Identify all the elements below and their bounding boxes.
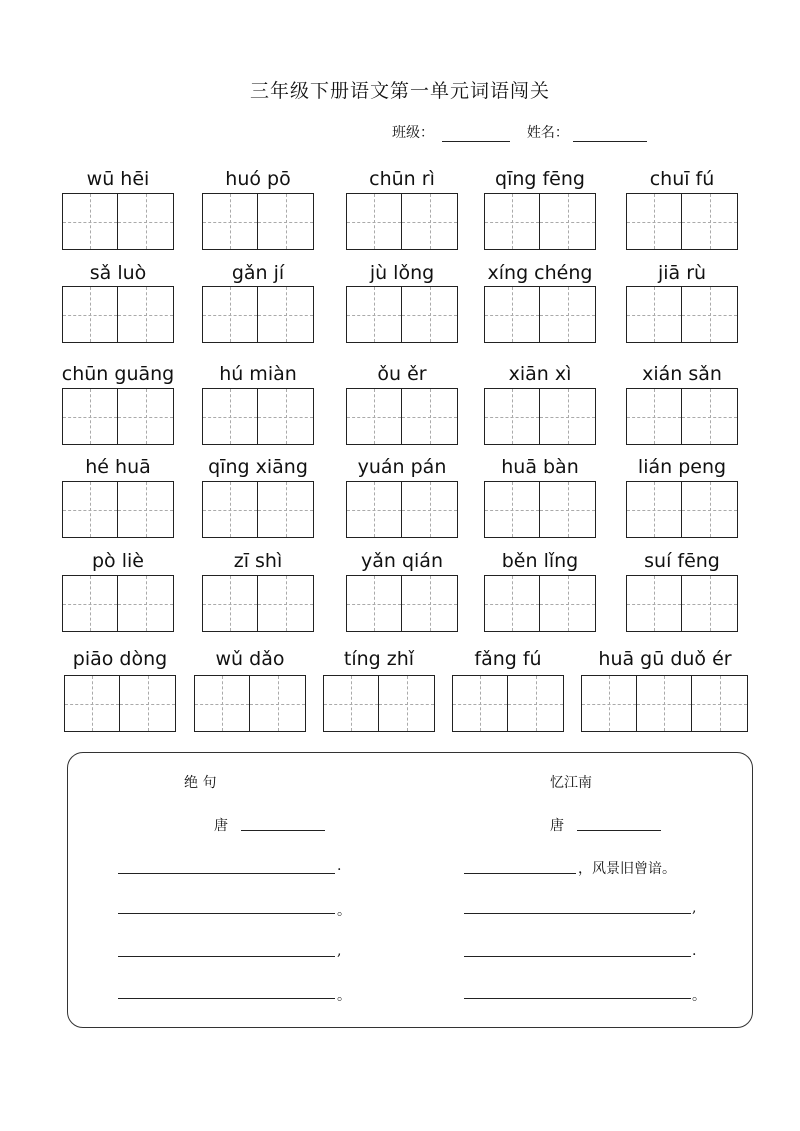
character-cell[interactable]: [402, 482, 457, 537]
character-cell[interactable]: [453, 676, 508, 731]
character-cell[interactable]: [250, 676, 305, 731]
writing-boxes: [346, 388, 458, 445]
poem-right-line-2[interactable]: [464, 913, 691, 914]
character-cell[interactable]: [508, 676, 563, 731]
poem-right-line-1-text: ，风景旧曾谙。: [578, 861, 676, 877]
writing-boxes: [626, 481, 738, 538]
word-pinyin: wū hēi: [86, 168, 150, 190]
word-pinyin: xiān xì: [508, 363, 572, 385]
word-pinyin: hé huā: [85, 456, 151, 478]
word-pinyin: fǎng fú: [474, 648, 542, 670]
word-pinyin: yuán pán: [357, 456, 447, 478]
writing-boxes: [484, 481, 596, 538]
poem-right-author-line[interactable]: [577, 830, 661, 831]
word-pinyin: sǎ luò: [89, 262, 147, 284]
character-cell[interactable]: [347, 389, 402, 444]
writing-boxes: [62, 193, 174, 250]
student-info: [392, 122, 647, 142]
word-pinyin: chūn guāng: [61, 363, 175, 385]
word-pinyin: chūn rì: [369, 168, 435, 190]
character-cell[interactable]: [203, 389, 258, 444]
class-field[interactable]: [442, 126, 510, 142]
character-cell[interactable]: [258, 482, 313, 537]
word-pinyin: huó pō: [225, 168, 291, 190]
character-cell[interactable]: [582, 676, 637, 731]
poem-left-line-1[interactable]: [118, 873, 335, 874]
writing-boxes: [626, 575, 738, 632]
writing-boxes: [484, 286, 596, 343]
character-cell[interactable]: [195, 676, 250, 731]
character-cell[interactable]: [203, 576, 258, 631]
character-cell[interactable]: [627, 576, 682, 631]
name-field[interactable]: [573, 126, 647, 142]
poem-left-mark-1: .: [337, 858, 342, 874]
character-cell[interactable]: [347, 287, 402, 342]
character-cell[interactable]: [540, 482, 595, 537]
character-cell[interactable]: [682, 194, 737, 249]
character-cell[interactable]: [63, 389, 118, 444]
writing-boxes: [323, 675, 435, 732]
word-row: [0, 550, 800, 640]
character-cell[interactable]: [402, 389, 457, 444]
character-cell[interactable]: [118, 389, 173, 444]
character-cell[interactable]: [682, 482, 737, 537]
character-cell[interactable]: [540, 194, 595, 249]
word-pinyin: tíng zhǐ: [343, 648, 415, 670]
writing-boxes: [202, 193, 314, 250]
class-label: 班级：: [392, 125, 434, 141]
character-cell[interactable]: [637, 676, 692, 731]
poem-right-line-3[interactable]: [464, 956, 691, 957]
name-label: 姓名：: [526, 125, 569, 141]
writing-boxes: [62, 481, 174, 538]
character-cell[interactable]: [485, 482, 540, 537]
character-cell[interactable]: [682, 389, 737, 444]
writing-boxes: [626, 286, 738, 343]
word-pinyin: chuī fú: [649, 168, 715, 190]
writing-boxes: [626, 193, 738, 250]
word-row: [0, 456, 800, 546]
character-cell[interactable]: [203, 287, 258, 342]
character-cell[interactable]: [540, 287, 595, 342]
writing-boxes: [202, 575, 314, 632]
writing-boxes: [62, 388, 174, 445]
poem-left-title: 绝 句: [184, 775, 217, 791]
word-pinyin: lián peng: [637, 456, 727, 478]
character-cell[interactable]: [485, 287, 540, 342]
writing-boxes: [202, 286, 314, 343]
character-cell[interactable]: [485, 389, 540, 444]
character-cell[interactable]: [203, 194, 258, 249]
character-cell[interactable]: [402, 194, 457, 249]
writing-boxes: [626, 388, 738, 445]
character-cell[interactable]: [402, 576, 457, 631]
writing-boxes: [346, 481, 458, 538]
poem-left-line-3[interactable]: [118, 956, 335, 957]
character-cell[interactable]: [63, 287, 118, 342]
character-cell[interactable]: [485, 194, 540, 249]
page-title: 三年级下册语文第一单元词语闯关: [249, 80, 550, 102]
character-cell[interactable]: [627, 389, 682, 444]
writing-boxes: [194, 675, 306, 732]
word-row: [0, 648, 800, 738]
poem-left-mark-4: 。: [337, 988, 351, 1004]
poem-left-line-2[interactable]: [118, 913, 335, 914]
word-pinyin: hú miàn: [219, 363, 297, 385]
character-cell[interactable]: [118, 576, 173, 631]
character-cell[interactable]: [540, 576, 595, 631]
word-row: [0, 363, 800, 453]
writing-boxes: [202, 481, 314, 538]
word-pinyin: běn lǐng: [501, 550, 579, 572]
character-cell[interactable]: [402, 287, 457, 342]
word-pinyin: qīng fēng: [495, 168, 585, 190]
word-pinyin: gǎn jí: [231, 262, 285, 284]
character-cell[interactable]: [324, 676, 379, 731]
writing-boxes: [64, 675, 176, 732]
word-pinyin: suí fēng: [644, 550, 720, 572]
poem-left-dynasty: 唐: [214, 818, 228, 834]
character-cell[interactable]: [63, 194, 118, 249]
character-cell[interactable]: [258, 194, 313, 249]
writing-boxes: [484, 193, 596, 250]
word-pinyin: jiā rù: [657, 262, 707, 284]
writing-boxes: [346, 193, 458, 250]
character-cell[interactable]: [540, 389, 595, 444]
writing-boxes: [581, 675, 748, 732]
word-pinyin: wǔ dǎo: [215, 648, 285, 670]
character-cell[interactable]: [682, 287, 737, 342]
poem-right-mark-4: 。: [692, 988, 706, 1004]
character-cell[interactable]: [118, 482, 173, 537]
word-row: [0, 168, 800, 258]
poem-right-line-4[interactable]: [464, 998, 691, 999]
poem-section: [67, 752, 753, 1028]
word-pinyin: yǎn qián: [361, 550, 443, 572]
character-cell[interactable]: [627, 287, 682, 342]
word-pinyin: jù lǒng: [369, 262, 435, 284]
poem-right-line-1[interactable]: [464, 873, 576, 874]
word-pinyin: ǒu ěr: [377, 363, 427, 385]
character-cell[interactable]: [203, 482, 258, 537]
word-pinyin: xíng chéng: [487, 262, 593, 284]
word-pinyin: qīng xiāng: [208, 456, 308, 478]
writing-boxes: [484, 388, 596, 445]
character-cell[interactable]: [347, 576, 402, 631]
writing-boxes: [346, 575, 458, 632]
character-cell[interactable]: [379, 676, 434, 731]
writing-boxes: [484, 575, 596, 632]
character-cell[interactable]: [347, 482, 402, 537]
character-cell[interactable]: [258, 576, 313, 631]
character-cell[interactable]: [682, 576, 737, 631]
character-cell[interactable]: [258, 389, 313, 444]
poem-left-line-4[interactable]: [118, 998, 335, 999]
word-pinyin: zī shì: [233, 550, 283, 572]
poem-right-dynasty: 唐: [550, 818, 564, 834]
writing-boxes: [202, 388, 314, 445]
character-cell[interactable]: [118, 194, 173, 249]
writing-boxes: [346, 286, 458, 343]
writing-boxes: [62, 575, 174, 632]
character-cell[interactable]: [692, 676, 747, 731]
word-pinyin: xián sǎn: [642, 363, 722, 385]
word-pinyin: huā bàn: [501, 456, 579, 478]
word-pinyin: piāo dòng: [72, 648, 168, 670]
poem-left-author-line[interactable]: [241, 830, 325, 831]
poem-left-mark-3: ,: [337, 943, 342, 959]
character-cell[interactable]: [63, 576, 118, 631]
word-row: [0, 262, 800, 352]
word-pinyin: huā gū duǒ ér: [598, 648, 732, 670]
character-cell[interactable]: [485, 576, 540, 631]
character-cell[interactable]: [120, 676, 175, 731]
poem-right-mark-2: ,: [692, 900, 697, 916]
character-cell[interactable]: [627, 194, 682, 249]
writing-boxes: [452, 675, 564, 732]
poem-right-mark-3: .: [692, 943, 697, 959]
writing-boxes: [62, 286, 174, 343]
character-cell[interactable]: [347, 194, 402, 249]
word-pinyin: pò liè: [92, 550, 144, 572]
poem-right-title: 忆江南: [550, 775, 592, 791]
character-cell[interactable]: [63, 482, 118, 537]
character-cell[interactable]: [627, 482, 682, 537]
character-cell[interactable]: [258, 287, 313, 342]
character-cell[interactable]: [65, 676, 120, 731]
character-cell[interactable]: [118, 287, 173, 342]
poem-left-mark-2: 。: [337, 903, 351, 919]
